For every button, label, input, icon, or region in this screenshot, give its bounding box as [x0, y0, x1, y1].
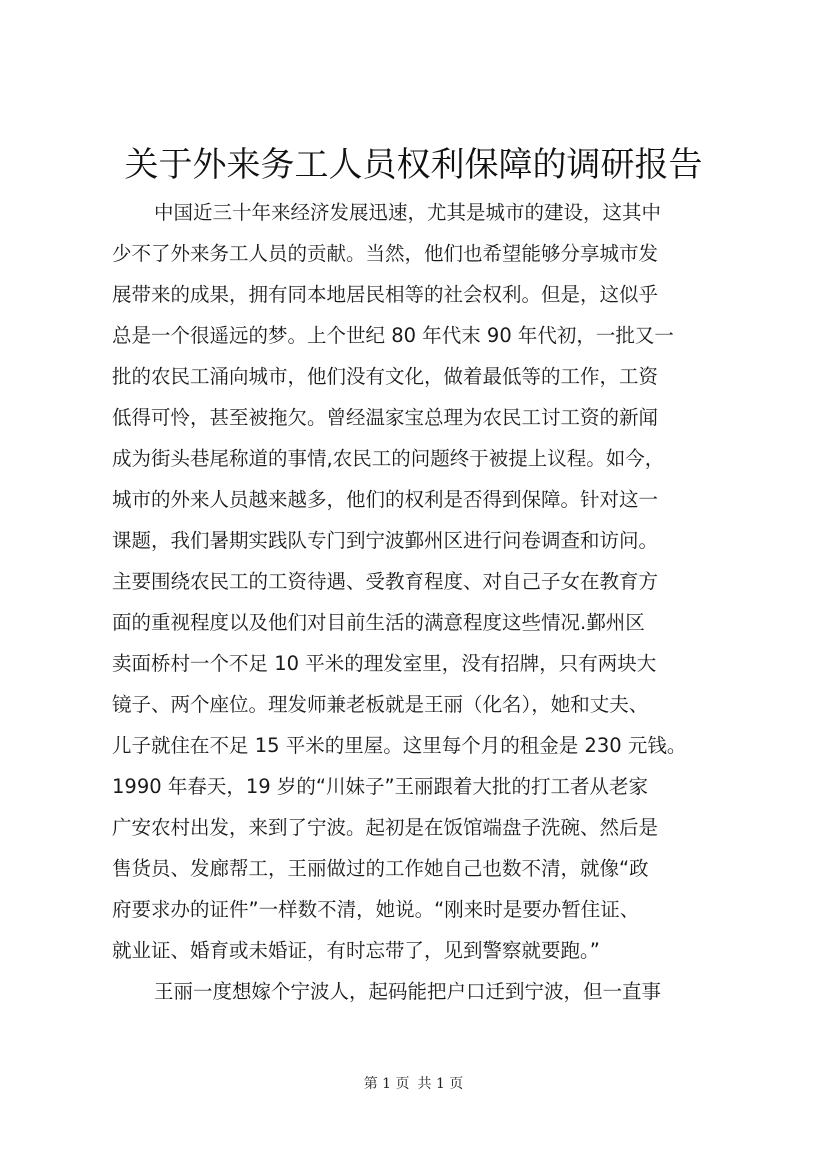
paragraph-line: 就业证、婚育或未婚证，有时忘带了，见到警察就要跑。”	[112, 939, 600, 962]
page-number-total: 共 1 页	[417, 1076, 464, 1092]
paragraph-line: 批的农民工涌向城市，他们没有文化，做着最低等的工作，工资	[112, 365, 659, 388]
paragraph-line: 面的重视程度以及他们对目前生活的满意程度这些情况.鄞州区	[112, 611, 645, 634]
paragraph-line: 总是一个很遥远的梦。上个世纪 80 年代末 90 年代初，一批又一	[112, 324, 674, 347]
paragraph-line: 低得可怜，甚至被拖欠。曾经温家宝总理为农民工讨工资的新闻	[112, 406, 659, 429]
paragraph-line: 主要围绕农民工的工资待遇、受教育程度、对自己子女在教育方	[112, 570, 659, 593]
paragraph-line: 卖面桥村一个不足 10 平米的理发室里，没有招牌，只有两块大	[112, 652, 657, 675]
page-footer	[0, 1074, 827, 1094]
paragraph-line: 1990 年春天，19 岁的“川妹子”王丽跟着大批的打工者从老家	[112, 775, 649, 798]
paragraph-line: 少不了外来务工人员的贡献。当然，他们也希望能够分享城市发	[112, 242, 659, 265]
paragraph-line: 成为街头巷尾称道的事情,农民工的问题终于被提上议程。如今，	[112, 447, 665, 470]
paragraph-line: 镜子、两个座位。理发师兼老板就是王丽（化名），她和丈夫、	[112, 693, 649, 716]
paragraph-line: 府要求办的证件”一样数不清，她说。“刚来时是要办暂住证、	[112, 898, 640, 921]
document-body	[112, 192, 742, 1012]
paragraph-line: 城市的外来人员越来越多，他们的权利是否得到保障。针对这一	[112, 488, 659, 511]
page-number-current: 第 1 页	[363, 1076, 410, 1092]
paragraph-line: 展带来的成果，拥有同本地居民相等的社会权利。但是，这似乎	[112, 283, 659, 306]
document-title: 关于外来务工人员权利保障的调研报告	[124, 145, 703, 185]
paragraph-line: 王丽一度想嫁个宁波人，起码能把户口迁到宁波，但一直事	[154, 980, 662, 1003]
paragraph-line: 课题，我们暑期实践队专门到宁波鄞州区进行问卷调查和访问。	[112, 529, 659, 552]
paragraph-line: 售货员、发廊帮工，王丽做过的工作她自己也数不清，就像“政	[112, 857, 649, 880]
paragraph-line: 儿子就住在不足 15 平米的里屋。这里每个月的租金是 230 元钱。	[112, 734, 687, 757]
paragraph-line: 中国近三十年来经济发展迅速，尤其是城市的建设，这其中	[154, 201, 662, 224]
paragraph-line: 广安农村出发，来到了宁波。起初是在饭馆端盘子洗碗、然后是	[112, 816, 659, 839]
